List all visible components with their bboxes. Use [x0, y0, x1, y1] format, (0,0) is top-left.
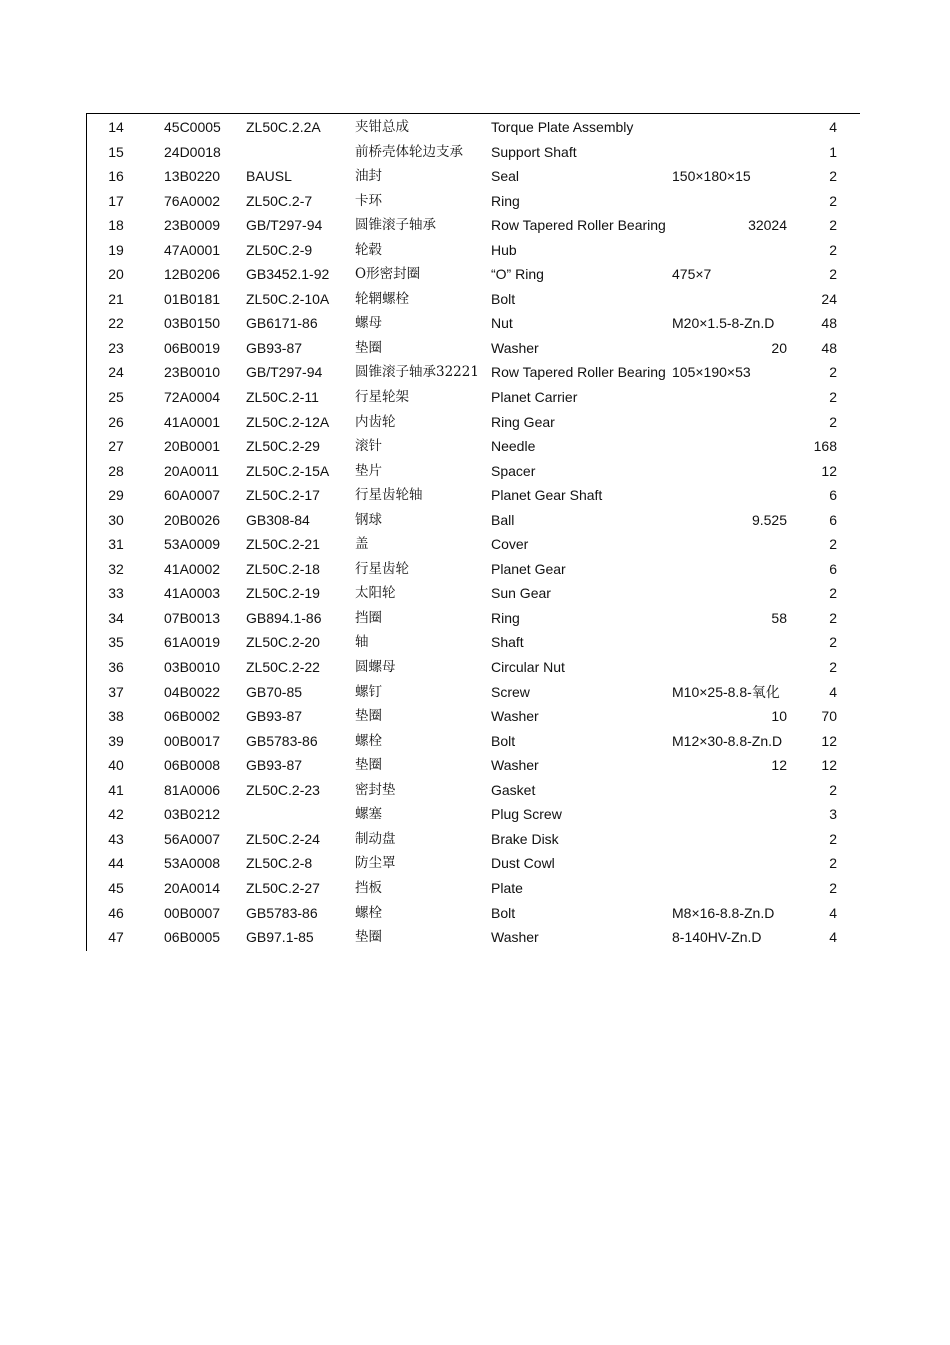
table-row — [87, 238, 857, 263]
quantity: 12 — [821, 732, 837, 749]
table-row — [87, 655, 857, 680]
quantity: 2 — [829, 830, 837, 847]
part-code: 41A0002 — [164, 560, 221, 577]
standard-number: ZL50C.2-18 — [246, 560, 320, 577]
part-code: 13B0220 — [164, 168, 221, 185]
part-code: 23B0010 — [164, 364, 221, 381]
chinese-name: 内齿轮 — [355, 413, 396, 430]
chinese-name: 防尘罩 — [355, 855, 396, 872]
english-name: Spacer — [491, 462, 536, 479]
chinese-name: 垫圈 — [355, 757, 382, 774]
english-name: Support Shaft — [491, 143, 577, 160]
item-number: 32 — [108, 560, 124, 577]
quantity: 24 — [821, 290, 837, 307]
chinese-name: 油封 — [355, 168, 382, 185]
part-code: 20A0014 — [164, 879, 221, 896]
item-number: 14 — [108, 119, 124, 135]
part-code: 07B0013 — [164, 609, 221, 626]
part-code: 60A0007 — [164, 487, 221, 504]
item-number: 40 — [108, 757, 124, 774]
table-row — [87, 508, 857, 533]
table-row — [87, 827, 857, 852]
item-number: 24 — [108, 364, 124, 381]
standard-number: GB6171-86 — [246, 315, 318, 332]
table-row — [87, 164, 857, 189]
item-number: 45 — [108, 879, 124, 896]
item-number: 22 — [108, 315, 124, 332]
item-number: 15 — [108, 143, 124, 160]
specification: 105×190×53 — [672, 364, 751, 381]
table-row — [87, 532, 857, 557]
table-row — [87, 189, 857, 214]
part-code: 76A0002 — [164, 192, 221, 209]
standard-number: GB894.1-86 — [246, 609, 322, 626]
part-code: 47A0001 — [164, 241, 221, 258]
standard-number: GB/T297-94 — [246, 364, 323, 381]
item-number: 36 — [108, 659, 124, 676]
part-code: 81A0006 — [164, 781, 221, 798]
specification: 150×180×15 — [672, 168, 751, 185]
part-code: 20B0001 — [164, 438, 221, 455]
part-code: 04B0022 — [164, 683, 221, 700]
item-number: 26 — [108, 413, 124, 430]
item-number: 35 — [108, 634, 124, 651]
english-name: Washer — [491, 339, 539, 356]
quantity: 48 — [821, 315, 837, 332]
quantity: 2 — [829, 241, 837, 258]
standard-number: ZL50C.2-11 — [246, 389, 319, 406]
standard-number: ZL50C.2-19 — [246, 585, 320, 602]
table-row — [87, 606, 857, 631]
english-name: Hub — [491, 241, 517, 258]
standard-number: GB5783-86 — [246, 904, 318, 921]
chinese-name: 夹钳总成 — [355, 119, 409, 135]
english-name: Torque Plate Assembly — [491, 119, 634, 135]
standard-number: ZL50C.2-7 — [246, 192, 313, 209]
quantity: 4 — [829, 119, 837, 135]
english-name: Brake Disk — [491, 830, 559, 847]
item-number: 29 — [108, 487, 124, 504]
chinese-name: 螺塞 — [355, 806, 382, 823]
chinese-name: 前桥壳体轮边支承 — [355, 143, 463, 160]
english-name: Ring Gear — [491, 413, 555, 430]
table-row — [87, 680, 857, 705]
item-number: 17 — [108, 192, 124, 209]
table-row — [87, 360, 857, 385]
english-name: Nut — [491, 315, 513, 332]
chinese-name: 行星齿轮 — [355, 560, 409, 577]
standard-number: GB3452.1-92 — [246, 266, 330, 283]
quantity: 2 — [829, 413, 837, 430]
standard-number: ZL50C.2-12A — [246, 413, 330, 430]
standard-number: GB70-85 — [246, 683, 303, 700]
table-row — [87, 434, 857, 459]
table-row — [87, 115, 857, 140]
part-code: 06B0008 — [164, 757, 221, 774]
english-name: Planet Gear Shaft — [491, 487, 603, 504]
english-name: Ring — [491, 609, 520, 626]
chinese-name: 螺栓 — [355, 732, 382, 749]
table-row — [87, 704, 857, 729]
chinese-name: 卡环 — [355, 192, 382, 209]
quantity: 2 — [829, 659, 837, 676]
chinese-name: 轮辋螺栓 — [355, 290, 409, 307]
item-number: 23 — [108, 339, 124, 356]
quantity: 4 — [829, 683, 837, 700]
english-name: Needle — [491, 438, 536, 455]
english-name: “O” Ring — [491, 266, 544, 283]
chinese-name: O形密封圈 — [355, 266, 421, 283]
standard-number: GB93-87 — [246, 708, 303, 725]
item-number: 47 — [108, 929, 124, 946]
quantity: 2 — [829, 536, 837, 553]
table-row — [87, 483, 857, 508]
english-name: Sun Gear — [491, 585, 551, 602]
table-row — [87, 557, 857, 582]
item-number: 28 — [108, 462, 124, 479]
item-number: 42 — [108, 806, 124, 823]
chinese-name: 滚针 — [355, 438, 382, 455]
item-number: 46 — [108, 904, 124, 921]
part-code: 20A0011 — [164, 462, 220, 479]
part-code: 03B0150 — [164, 315, 221, 332]
chinese-name: 螺栓 — [355, 904, 382, 921]
part-code: 20B0026 — [164, 511, 221, 528]
quantity: 2 — [829, 609, 837, 626]
item-number: 18 — [108, 217, 124, 234]
chinese-name: 行星轮架 — [355, 389, 409, 406]
part-code: 12B0206 — [164, 266, 221, 283]
specification: M12×30-8.8-Zn.D — [672, 732, 783, 749]
part-code: 00B0007 — [164, 904, 221, 921]
standard-number: ZL50C.2-9 — [246, 241, 313, 258]
part-code: 23B0009 — [164, 217, 221, 234]
table-row — [87, 140, 857, 165]
part-code: 41A0003 — [164, 585, 221, 602]
english-name: Screw — [491, 683, 530, 700]
quantity: 2 — [829, 585, 837, 602]
english-name: Bolt — [491, 904, 516, 921]
table-row — [87, 901, 857, 926]
english-name: Plug Screw — [491, 806, 562, 823]
chinese-name: 太阳轮 — [355, 585, 396, 602]
specification: 12 — [771, 757, 787, 774]
item-number: 21 — [108, 290, 124, 307]
standard-number: BAUSL — [246, 168, 292, 185]
table-row — [87, 876, 857, 901]
specification: 9.525 — [751, 511, 787, 528]
table-row — [87, 410, 857, 435]
quantity: 4 — [829, 929, 837, 946]
chinese-name: 钢球 — [355, 511, 382, 528]
standard-number: ZL50C.2-23 — [246, 781, 320, 798]
item-number: 39 — [108, 732, 124, 749]
item-number: 31 — [108, 536, 124, 553]
english-name: Plate — [491, 879, 523, 896]
standard-number: ZL50C.2-20 — [246, 634, 320, 651]
part-code: 45C0005 — [164, 119, 221, 135]
quantity: 4 — [829, 904, 837, 921]
part-code: 06B0002 — [164, 708, 221, 725]
part-code: 03B0212 — [164, 806, 221, 823]
english-name: Shaft — [491, 634, 524, 651]
chinese-name: 密封垫 — [355, 781, 396, 798]
table-row — [87, 287, 857, 312]
quantity: 2 — [829, 217, 837, 234]
specification: 10 — [771, 708, 787, 725]
english-name: Circular Nut — [491, 659, 565, 676]
quantity: 2 — [829, 389, 837, 406]
item-number: 20 — [108, 266, 124, 283]
standard-number: ZL50C.2-24 — [246, 830, 320, 847]
chinese-name: 盖 — [355, 536, 369, 553]
english-name: Planet Gear — [491, 560, 566, 577]
part-code: 61A0019 — [164, 634, 221, 651]
chinese-name: 轮毂 — [355, 241, 382, 258]
english-name: Bolt — [491, 732, 516, 749]
quantity: 2 — [829, 364, 837, 381]
standard-number: ZL50C.2-27 — [246, 879, 320, 896]
part-code: 41A0001 — [164, 413, 221, 430]
english-name: Row Tapered Roller Bearing — [491, 217, 666, 234]
standard-number: GB93-87 — [246, 757, 303, 774]
table-row — [87, 778, 857, 803]
part-code: 00B0017 — [164, 732, 221, 749]
chinese-name: 行星齿轮轴 — [355, 487, 423, 504]
table-row — [87, 262, 857, 287]
table-row — [87, 385, 857, 410]
part-code: 24D0018 — [164, 143, 221, 160]
english-name: Dust Cowl — [491, 855, 555, 872]
quantity: 6 — [829, 560, 837, 577]
quantity: 168 — [813, 438, 837, 455]
item-number: 19 — [108, 241, 124, 258]
table-top-rule — [86, 113, 860, 114]
chinese-name: 圆锥滚子轴承32221 — [355, 364, 479, 381]
item-number: 33 — [108, 585, 124, 602]
quantity: 70 — [821, 708, 837, 725]
specification: 475×7 — [672, 266, 712, 283]
standard-number: GB5783-86 — [246, 732, 318, 749]
standard-number: ZL50C.2-8 — [246, 855, 313, 872]
chinese-name: 垫圈 — [355, 708, 382, 725]
table-row — [87, 311, 857, 336]
specification: 58 — [771, 609, 787, 626]
quantity: 2 — [829, 781, 837, 798]
part-code: 56A0007 — [164, 830, 221, 847]
english-name: Washer — [491, 757, 539, 774]
standard-number: GB/T297-94 — [246, 217, 323, 234]
part-code: 72A0004 — [164, 389, 221, 406]
part-code: 53A0009 — [164, 536, 221, 553]
english-name: Gasket — [491, 781, 536, 798]
quantity: 2 — [829, 192, 837, 209]
quantity: 48 — [821, 339, 837, 356]
standard-number: ZL50C.2-10A — [246, 290, 330, 307]
part-code: 01B0181 — [164, 290, 221, 307]
table-row — [87, 213, 857, 238]
specification: M20×1.5-8-Zn.D — [672, 315, 775, 332]
quantity: 6 — [829, 487, 837, 504]
standard-number: GB97.1-85 — [246, 929, 314, 946]
item-number: 37 — [108, 683, 124, 700]
english-name: Bolt — [491, 290, 516, 307]
english-name: Planet Carrier — [491, 389, 578, 406]
item-number: 16 — [108, 168, 124, 185]
quantity: 12 — [821, 462, 837, 479]
standard-number: GB93-87 — [246, 339, 303, 356]
english-name: Ball — [491, 511, 515, 528]
specification: 8-140HV-Zn.D — [672, 929, 762, 946]
chinese-name: 圆锥滚子轴承 — [355, 217, 436, 234]
table-row — [87, 630, 857, 655]
chinese-name: 圆螺母 — [355, 659, 396, 676]
quantity: 2 — [829, 855, 837, 872]
item-number: 44 — [108, 855, 124, 872]
english-name: Washer — [491, 708, 539, 725]
item-number: 43 — [108, 830, 124, 847]
table-row — [87, 729, 857, 754]
chinese-name: 螺母 — [355, 315, 382, 332]
table-row — [87, 581, 857, 606]
part-code: 03B0010 — [164, 659, 221, 676]
item-number: 27 — [108, 438, 124, 455]
table-row — [87, 336, 857, 361]
chinese-name: 挡圈 — [355, 609, 382, 626]
item-number: 41 — [108, 781, 124, 798]
quantity: 2 — [829, 634, 837, 651]
quantity: 1 — [829, 143, 837, 160]
standard-number: ZL50C.2-29 — [246, 438, 320, 455]
chinese-name: 垫圈 — [355, 929, 382, 946]
chinese-name: 螺钉 — [355, 683, 382, 700]
standard-number: GB308-84 — [246, 511, 310, 528]
chinese-name: 垫圈 — [355, 339, 382, 356]
quantity: 2 — [829, 266, 837, 283]
table-row — [87, 802, 857, 827]
part-code: 06B0019 — [164, 339, 221, 356]
english-name: Row Tapered Roller Bearing — [491, 364, 666, 381]
table-row — [87, 851, 857, 876]
standard-number: ZL50C.2-15A — [246, 462, 330, 479]
english-name: Ring — [491, 192, 520, 209]
standard-number: ZL50C.2-21 — [246, 536, 320, 553]
chinese-name: 制动盘 — [355, 830, 396, 847]
quantity: 12 — [821, 757, 837, 774]
table-row — [87, 459, 857, 484]
part-code: 06B0005 — [164, 929, 221, 946]
english-name: Cover — [491, 536, 529, 553]
standard-number: ZL50C.2.2A — [246, 119, 321, 135]
quantity: 6 — [829, 511, 837, 528]
specification: 20 — [771, 339, 787, 356]
parts-table — [87, 115, 857, 950]
english-name: Seal — [491, 168, 520, 185]
standard-number: ZL50C.2-22 — [246, 659, 320, 676]
part-code: 53A0008 — [164, 855, 221, 872]
item-number: 30 — [108, 511, 124, 528]
standard-number: ZL50C.2-17 — [246, 487, 320, 504]
english-name: Washer — [491, 929, 539, 946]
item-number: 34 — [108, 609, 124, 626]
quantity: 2 — [829, 168, 837, 185]
specification: M10×25-8.8-氧化 — [672, 683, 780, 700]
chinese-name: 垫片 — [355, 462, 382, 479]
table-row — [87, 753, 857, 778]
quantity: 2 — [829, 879, 837, 896]
specification: 32024 — [748, 217, 787, 234]
quantity: 3 — [829, 806, 837, 823]
item-number: 38 — [108, 708, 124, 725]
item-number: 25 — [108, 389, 124, 406]
chinese-name: 轴 — [355, 634, 369, 651]
table-row — [87, 925, 857, 950]
chinese-name: 挡板 — [355, 879, 382, 896]
specification: M8×16-8.8-Zn.D — [672, 904, 775, 921]
